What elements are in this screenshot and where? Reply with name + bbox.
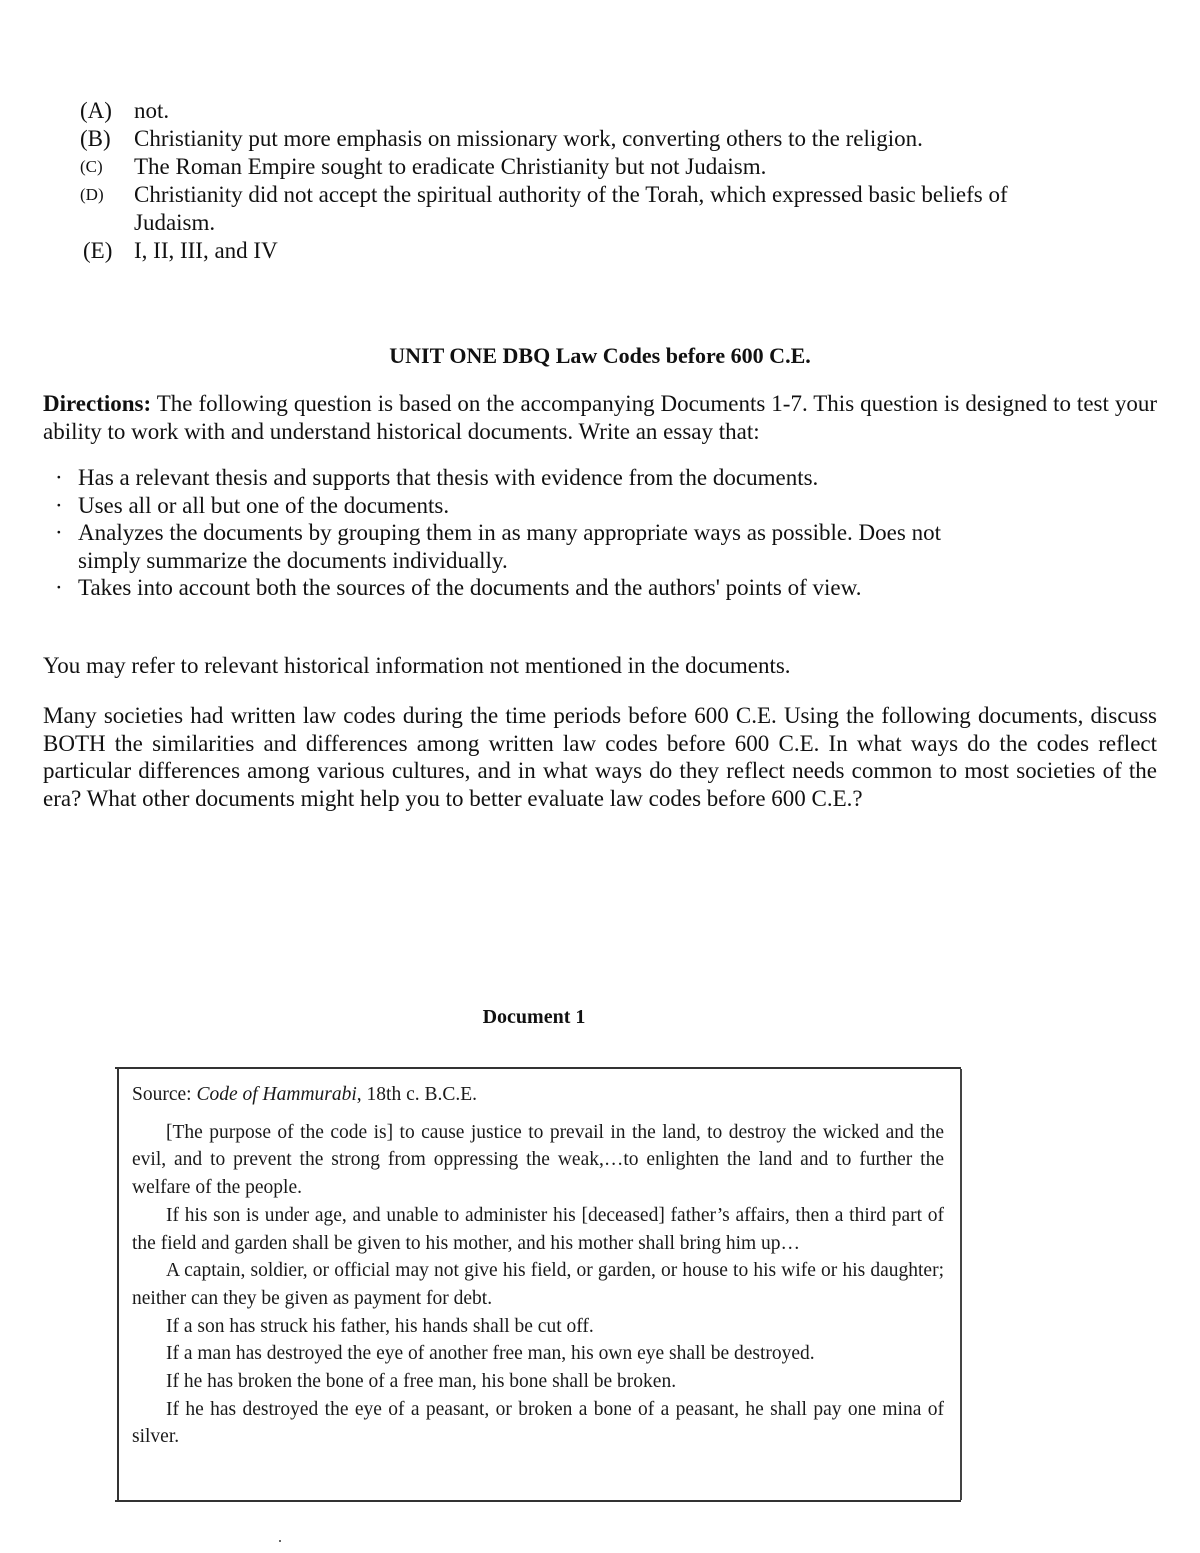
document-excerpt-box	[117, 1069, 962, 1500]
list-item	[55, 464, 1105, 492]
excerpt-paragraph: [The purpose of the code is] to cause justice to prevail in the land, to destroy the wicked and the evil, and to prevent the strong from oppressing the weak,…to enlighten the land and to further the welfare of the people.	[132, 1121, 944, 1199]
list-item	[55, 574, 1105, 602]
choice-letter: (B)	[80, 126, 111, 151]
dbq-title: UNIT ONE DBQ Law Codes before 600 C.E.	[389, 343, 811, 368]
document-source	[132, 1081, 944, 1109]
answer-choices	[80, 97, 1080, 265]
choice-letter: (E)	[83, 238, 113, 263]
bullet-marker: ·	[55, 492, 63, 518]
excerpt-paragraph: If his son is under age, and unable to administer his [deceased] father’s affairs, then a third part of the field and garden shall be given to his mother, and his mother shall bring him up…	[132, 1204, 944, 1254]
choice-b	[80, 125, 1080, 153]
choice-letter: (C)	[80, 157, 103, 176]
choice-text: The Roman Empire sought to eradicate Christianity but not Judaism.	[134, 154, 767, 179]
document-heading: Document 1	[482, 1006, 586, 1028]
choice-letter: (D)	[80, 185, 104, 204]
directions-paragraph	[43, 390, 1157, 446]
list-item	[55, 519, 1105, 574]
document-excerpt	[132, 1081, 944, 1451]
essay-prompt: Many societies had written law codes during the time periods before 600 C.E. Using the following documents, discuss BOTH the similarities and differences among written law codes before 600 C.E. In what ways do the codes reflect particular differences among various cultures, and in what ways do they reflect needs common to most societies of the era? What other documents might help you to better evaluate law codes before 600 C.E.?	[43, 703, 1157, 811]
choice-text: Christianity put more emphasis on missionary work, converting others to the religion.	[134, 126, 923, 151]
directions-label: Directions:	[43, 391, 152, 416]
excerpt-paragraph: A captain, soldier, or official may not give his field, or garden, or house to his wife or his daughter; neither can they be given as payment for debt.	[132, 1260, 944, 1309]
refer-note: You may refer to relevant historical information not mentioned in the documents.	[43, 653, 791, 678]
source-label: Source:	[132, 1084, 197, 1105]
choice-e	[80, 237, 1080, 265]
bullet-marker: ·	[55, 520, 63, 545]
choice-text: I, II, III, and IV	[134, 238, 278, 263]
excerpt-paragraph: If a son has struck his father, his hands shall be cut off.	[166, 1315, 594, 1337]
excerpt-paragraph: If a man has destroyed the eye of another free man, his own eye shall be destroyed.	[166, 1343, 815, 1365]
choice-c	[80, 153, 1080, 181]
directions-text: The following question is based on the accompanying Documents 1-7. This question is designed to test your ability to work with and understand historical documents. Write an essay that:	[43, 391, 1157, 444]
choice-d	[80, 181, 1080, 237]
essay-requirements-list	[55, 464, 1105, 602]
scan-speck	[279, 1540, 281, 1542]
list-item	[55, 492, 1105, 520]
choice-letter: (A)	[80, 98, 112, 123]
choice-text: Christianity did not accept the spiritual authority of the Torah, which expressed basic beliefs of Judaism.	[134, 182, 1008, 235]
box-top-border	[115, 1067, 961, 1069]
list-item-text: Analyzes the documents by grouping them in as many appropriate ways as possible. Does not simply summarize the documents individually.	[78, 520, 941, 573]
choice-text: not.	[134, 98, 170, 123]
excerpt-paragraph: If he has destroyed the eye of a peasant, or broken a bone of a peasant, he shall pay one mina of silver.	[132, 1398, 944, 1448]
choice-a	[80, 97, 1080, 125]
list-item-text: Uses all or all but one of the documents.	[78, 492, 450, 518]
excerpt-paragraph: If he has broken the bone of a free man, his bone shall be broken.	[166, 1371, 677, 1393]
box-bottom-border	[115, 1500, 961, 1502]
source-date: , 18th c. B.C.E.	[356, 1084, 478, 1105]
list-item-text: Takes into account both the sources of the documents and the authors' points of view.	[78, 575, 862, 600]
source-title: Code of Hammurabi	[196, 1084, 357, 1105]
bullet-marker: ·	[55, 575, 63, 600]
list-item-text: Has a relevant thesis and supports that thesis with evidence from the documents.	[78, 465, 819, 490]
bullet-marker: ·	[55, 465, 63, 490]
